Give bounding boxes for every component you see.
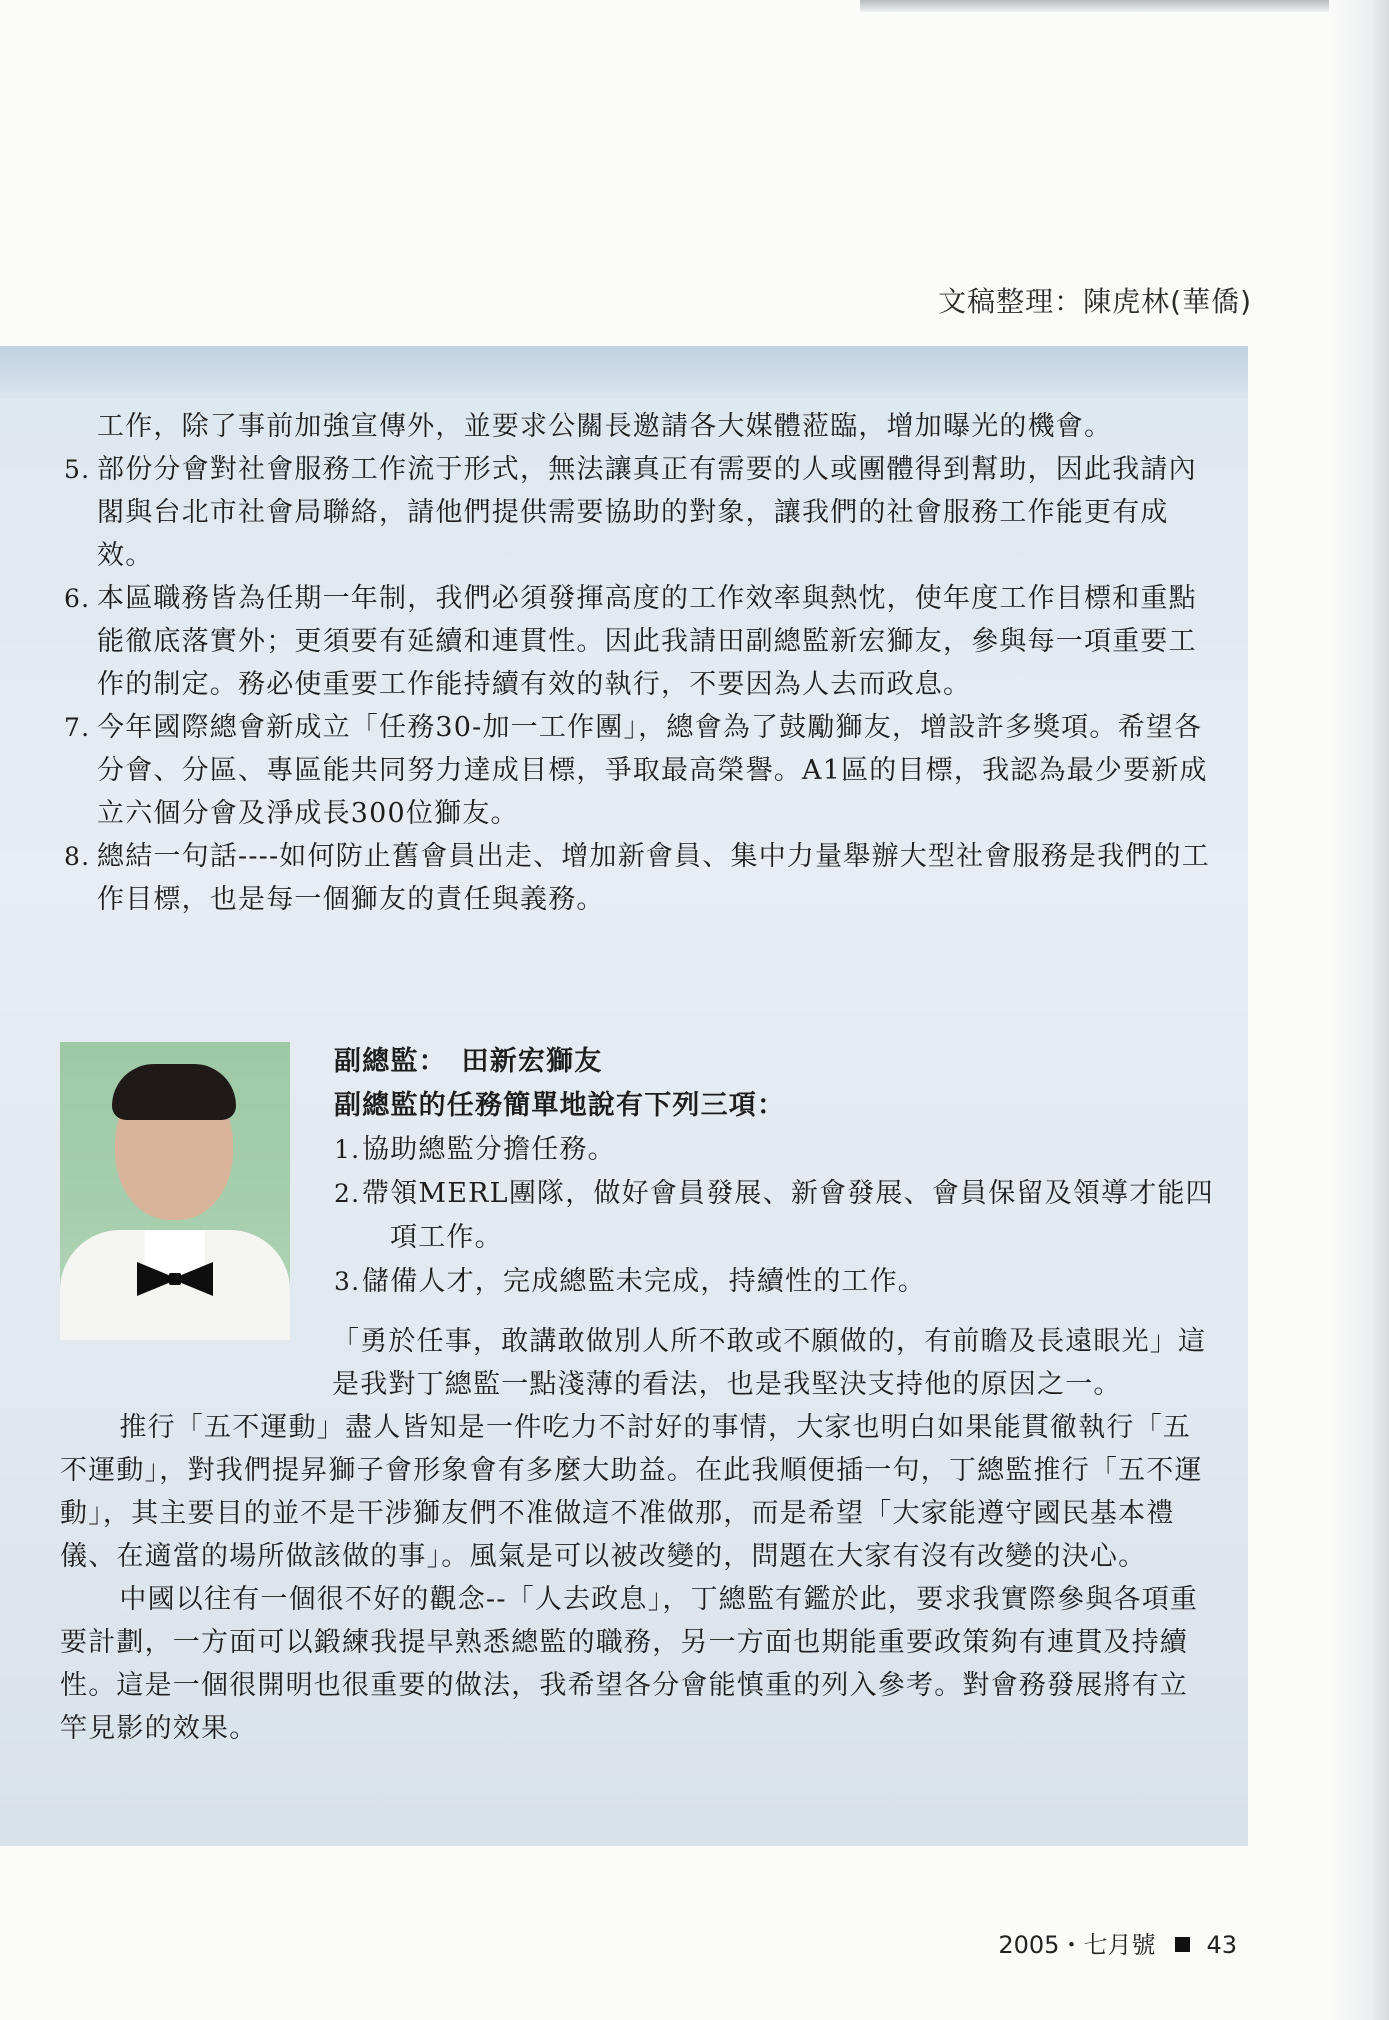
vice-director-subtitle: 副總監的任務簡單地說有下列三項： bbox=[334, 1090, 786, 1121]
item-number: 5. bbox=[64, 455, 91, 484]
task-text-continued: 項工作。 bbox=[390, 1222, 503, 1253]
intro-continuation: 工作，除了事前加強宣傳外，並要求公關長邀請各大媒體蒞臨，增加曝光的機會。 bbox=[97, 411, 1113, 442]
portrait-hair bbox=[112, 1064, 236, 1120]
goals-list bbox=[62, 448, 1210, 921]
task-text: 帶領MERL團隊，做好會員發展、新會發展、會員保留及領導才能四 bbox=[362, 1178, 1214, 1209]
page-edge-right bbox=[1329, 0, 1389, 2020]
item-number: 6. bbox=[64, 584, 91, 613]
item-text: 部份分會對社會服務工作流于形式，無法讓真正有需要的人或團體得到幫助，因此我請內閣與台北市社會局聯絡，請他們提供需要協助的對象，讓我們的社會服務工作能更有成效。 bbox=[97, 454, 1197, 571]
page-edge-top bbox=[860, 0, 1389, 12]
list-item bbox=[62, 577, 1210, 706]
task-text: 協助總監分擔任務。 bbox=[362, 1134, 616, 1165]
bow-tie-icon bbox=[135, 1258, 215, 1300]
item-number: 7. bbox=[64, 713, 91, 742]
item-number: 8. bbox=[64, 842, 91, 871]
item-text: 今年國際總會新成立「任務30-加一工作團」，總會為了鼓勵獅友，增設許多獎項。希望各分會、分區、專區能共同努力達成目標，爭取最高榮譽。A1區的目標，我認為最少要新成立六個分會及淨成長300位獅友。 bbox=[97, 712, 1208, 829]
task-number: 1. bbox=[334, 1135, 361, 1164]
list-item bbox=[62, 835, 1210, 921]
vice-director-portrait bbox=[60, 1042, 290, 1340]
paragraph: 中國以往有一個很不好的觀念--「人去政息」，丁總監有鑑於此，要求我實際參與各項重要計劃，一方面可以鍛練我提早熟悉總監的職務，另一方面也期能重要政策夠有連貫及持續性。這是一個很開明也很重要的做法，我希望各分會能慎重的列入參考。對會務發展將有立竿見影的效果。 bbox=[60, 1584, 1199, 1744]
square-bullet-icon bbox=[1175, 1937, 1190, 1952]
vice-director-section bbox=[334, 1040, 1224, 1304]
item-text: 本區職務皆為任期一年制，我們必須發揮高度的工作效率與熱忱，使年度工作目標和重點能徹底落實外；更須要有延續和連貫性。因此我請田副總監新宏獅友，參與每一項重要工作的制定。務必使重要工作能持續有效的執行，不要因為人去而政息。 bbox=[97, 583, 1197, 700]
item-text: 總結一句話----如何防止舊會員出走、增加新會員、集中力量舉辦大型社會服務是我們的工作目標，也是每一個獅友的責任與義務。 bbox=[97, 841, 1210, 915]
vice-director-essay bbox=[60, 1320, 1210, 1750]
task-item bbox=[334, 1260, 1224, 1304]
list-item bbox=[62, 448, 1210, 577]
task-item bbox=[334, 1128, 1224, 1172]
vice-director-title: 副總監： 田新宏獅友 bbox=[334, 1046, 603, 1077]
paragraph: 「勇於任事，敢講敢做別人所不敢或不願做的，有前瞻及長遠眼光」這是我對丁總監一點淺薄的看法，也是我堅決支持他的原因之一。 bbox=[332, 1326, 1207, 1400]
task-number: 2. bbox=[334, 1179, 361, 1208]
page-footer bbox=[998, 1925, 1237, 1960]
task-item bbox=[334, 1172, 1224, 1260]
page-number: 43 bbox=[1206, 1931, 1237, 1959]
paragraph: 推行「五不運動」盡人皆知是一件吃力不討好的事情，大家也明白如果能貫徹執行「五不運動」，對我們提昇獅子會形象會有多麼大助益。在此我順便插一句，丁總監推行「五不運動」，其主要目的並不是干涉獅友們不准做這不准做那，而是希望「大家能遵守國民基本禮儀、在適當的場所做該做的事」。風氣是可以被改變的，問題在大家有沒有改變的決心。 bbox=[60, 1412, 1203, 1572]
task-text: 儲備人才，完成總監未完成，持續性的工作。 bbox=[362, 1266, 926, 1297]
panel-top-band bbox=[0, 346, 1248, 398]
director-goals bbox=[62, 405, 1210, 921]
vice-tasks-list bbox=[334, 1128, 1224, 1304]
author-credit: 文稿整理：陳虎林(華僑) bbox=[938, 285, 1252, 318]
list-item bbox=[62, 706, 1210, 835]
issue-label: 2005・七月號 bbox=[998, 1931, 1156, 1959]
task-number: 3. bbox=[334, 1267, 361, 1296]
